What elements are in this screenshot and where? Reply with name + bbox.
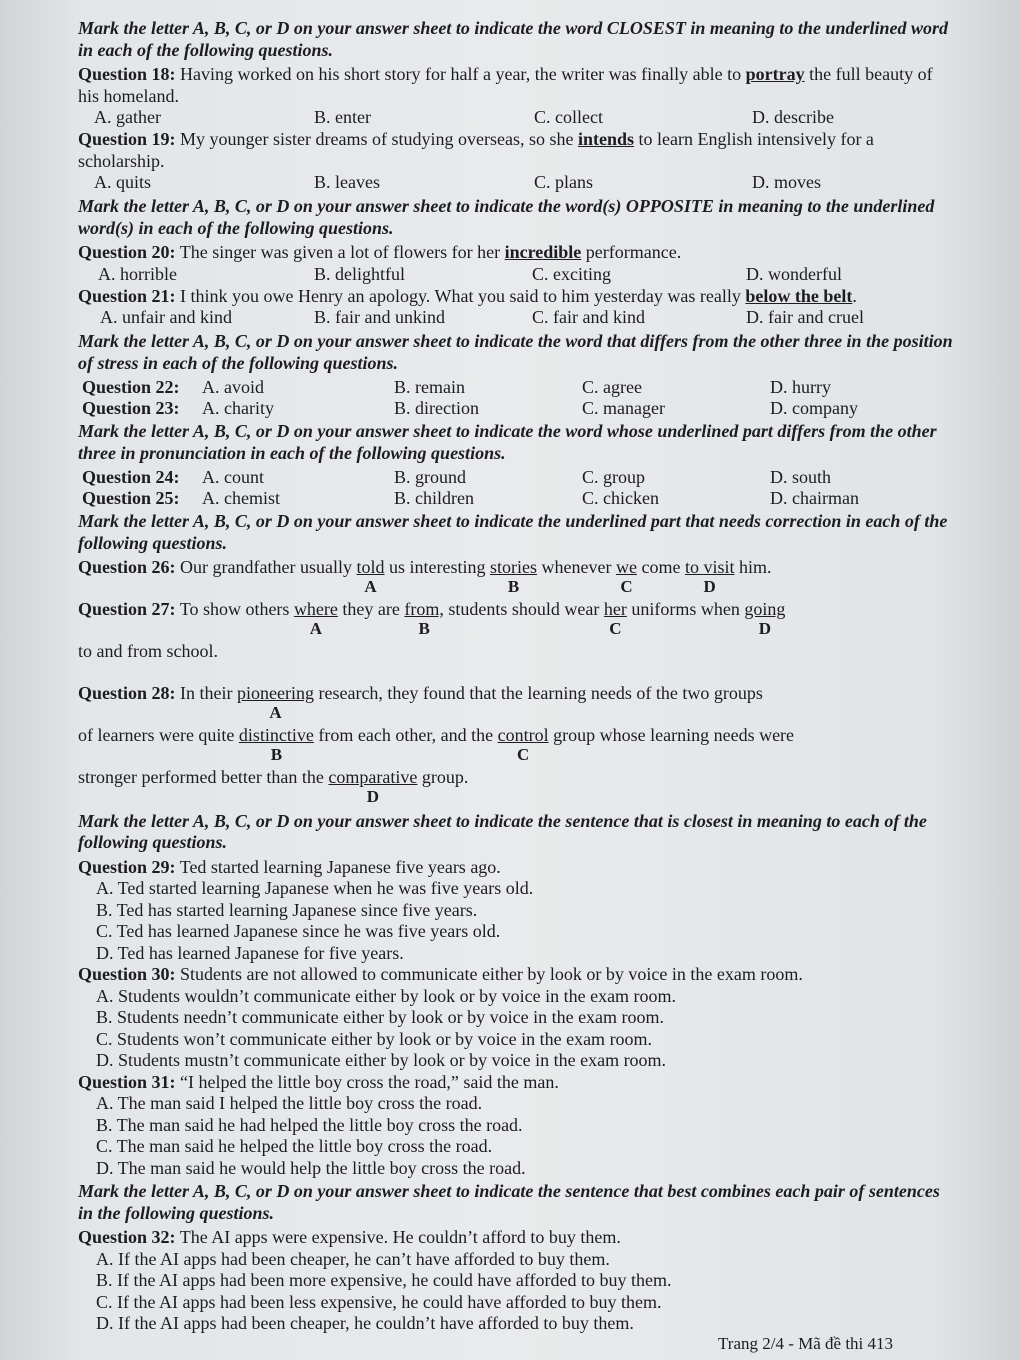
option-b: B. children — [394, 488, 474, 508]
option-d: D. Students mustn’t communicate either by look or by voice in the exam room. — [96, 1050, 667, 1070]
question-28-line-3: stronger performed better than the comparative D group. — [78, 766, 469, 806]
option-d: D. chairman — [770, 488, 859, 508]
option-d: D. describe — [752, 107, 834, 127]
section-instruction-closest-sentence: Mark the letter A, B, C, or D on your answer sheet to indicate the sentence that is closest in meaning to each of the following questions. — [78, 810, 927, 852]
section-instruction-correction: Mark the letter A, B, C, or D on your answer sheet to indicate the underlined part that needs correction in each of the following questions. — [78, 511, 948, 553]
question-19: Question 19: My younger sister dreams of studying overseas, so she intends to learn English intensively for a scholarship. — [78, 129, 874, 171]
option-d: D. The man said he would help the little boy cross the road. — [96, 1157, 526, 1178]
options-20 — [78, 264, 958, 286]
options-19 — [78, 172, 958, 194]
option-a: A. unfair and kind — [100, 307, 232, 327]
question-22: Question 22: A. avoid B. remain C. agree D. hurry — [82, 377, 831, 397]
underlined-part-c: $\frac{we}{C}$ — [615, 557, 637, 596]
underlined-part-b: stories B — [489, 557, 537, 596]
question-25: Question 25: A. chemist B. children C. chicken D. chairman — [82, 488, 859, 508]
underlined-part-d: going D — [744, 599, 786, 638]
option-a: A. If the AI apps had been cheaper, he can’t have afforded to buy them. — [96, 1248, 610, 1269]
question-30: Question 30: Students are not allowed to communicate either by look or by voice in the exam room. — [78, 964, 803, 984]
option-a: A. The man said I helped the little boy cross the road. — [96, 1093, 483, 1113]
option-a: A. quits — [94, 172, 152, 192]
question-20: Question 20: The singer was given a lot of flowers for her incredible performance. — [78, 242, 682, 262]
question-26: Question 26: Our grandfather usually told A us interesting stories B whenever $\frac{we}{C}$ come to visit D him. — [78, 557, 772, 596]
option-b: B. leaves — [314, 172, 380, 192]
underlined-part-a: where A — [293, 599, 338, 638]
question-23: Question 23: A. charity B. direction C. manager D. company — [82, 398, 858, 418]
question-18: Question 18: Having worked on his short story for half a year, the writer was finally able to portray the full beauty of his homeland. — [78, 64, 933, 106]
section-instruction-stress: Mark the letter A, B, C, or D on your answer sheet to indicate the word that differs from the other three in the position of stress in each of the following questions. — [78, 331, 953, 373]
underlined-part-d: to visit D — [684, 557, 735, 596]
option-a: A. gather — [94, 107, 161, 127]
option-c: C. plans — [534, 172, 594, 192]
question-28-line-1: Question 28: In their pioneering A research, they found that the learning needs of the two groups — [78, 682, 763, 722]
option-c: C. exciting — [532, 263, 611, 284]
underlined-part-c: control C — [497, 724, 549, 764]
option-d: D. fair and cruel — [746, 307, 864, 327]
section-instruction-pronunciation: Mark the letter A, B, C, or D on your answer sheet to indicate the word whose underlined part differs from the other three in pronunciation in each of the following questions. — [78, 421, 937, 463]
underlined-phrase: below the belt — [745, 285, 853, 306]
option-c: C. If the AI apps had been less expensive, he could have afforded to buy them. — [96, 1291, 662, 1312]
option-b: B. remain — [394, 377, 465, 397]
question-32: Question 32: The AI apps were expensive. He couldn’t afford to buy them. — [78, 1227, 621, 1247]
option-a: A. chemist — [202, 488, 280, 508]
question-27-continued: to and from school. — [78, 641, 218, 661]
section-instruction-opposite: Mark the letter A, B, C, or D on your answer sheet to indicate the word(s) OPPOSITE in meaning to the underlined word(s) in each of the following questions. — [78, 196, 935, 238]
underlined-word: portray — [745, 64, 805, 84]
underlined-part-b: distinctive B — [238, 724, 314, 764]
underlined-part-a: told A — [356, 557, 385, 596]
underlined-part-c: her C — [603, 599, 627, 638]
underlined-part-b: from, B — [404, 599, 444, 638]
option-c: C. agree — [582, 377, 642, 397]
option-d: D. company — [770, 398, 858, 418]
options-21 — [78, 307, 958, 329]
question-28-line-2: of learners were quite distinctive B from each other, and the control C group whose learning needs were — [78, 724, 795, 764]
question-27: Question 27: To show others where A they are from, B students should wear her C uniforms when going D — [78, 599, 786, 638]
option-c: C. collect — [534, 107, 603, 127]
option-c: C. manager — [582, 398, 665, 418]
section-instruction-combine: Mark the letter A, B, C, or D on your answer sheet to indicate the sentence that best combines each pair of sentences in the following questions. — [78, 1181, 940, 1223]
option-b: B. direction — [394, 398, 479, 418]
options-18 — [78, 107, 958, 129]
underlined-part-a: pioneering A — [237, 682, 314, 722]
question-29: Question 29: Ted started learning Japanese five years ago. — [78, 856, 501, 877]
option-b: B. The man said he had helped the little boy cross the road. — [96, 1114, 523, 1135]
option-d: D. Ted has learned Japanese for five years. — [96, 942, 404, 963]
question-21: Question 21: I think you owe Henry an apology. What you said to him yesterday was really below the belt. — [78, 285, 857, 306]
option-a: A. count — [202, 467, 264, 487]
option-d: D. south — [770, 467, 832, 487]
underlined-word: intends — [577, 129, 634, 149]
option-a: A. Ted started learning Japanese when he was five years old. — [96, 878, 534, 898]
option-c: C. group — [582, 467, 645, 487]
option-a: A. Students wouldn’t communicate either by look or by voice in the exam room. — [96, 985, 677, 1006]
option-c: C. chicken — [582, 488, 659, 508]
page-footer: Trang 2/4 - Mã đề thi 413 — [718, 1334, 894, 1353]
option-b: B. ground — [394, 467, 466, 487]
question-24: Question 24: A. count B. ground C. group D. south — [82, 467, 832, 487]
option-a: A. avoid — [202, 377, 264, 397]
option-b: B. enter — [314, 107, 371, 127]
option-c: C. Students won’t communicate either by look or by voice in the exam room. — [96, 1028, 653, 1049]
option-c: C. fair and kind — [532, 307, 645, 327]
option-b: B. fair and unkind — [314, 307, 445, 327]
option-d: D. wonderful — [746, 263, 842, 284]
question-31: Question 31: “I helped the little boy cross the road,” said the man. — [78, 1071, 559, 1092]
option-b: B. Ted has started learning Japanese since five years. — [96, 899, 478, 920]
option-d: D. hurry — [770, 377, 831, 397]
option-b: B. delightful — [314, 263, 405, 284]
underlined-word: incredible — [504, 242, 582, 262]
option-c: C. Ted has learned Japanese since he was five years old. — [96, 921, 501, 941]
underlined-part-d: comparative D — [328, 766, 418, 806]
exam-content — [78, 18, 958, 1335]
section-instruction-closest: Mark the letter A, B, C, or D on your answer sheet to indicate the word CLOSEST in meaning to the underlined word in each of the following questions. — [78, 18, 948, 60]
option-d: D. If the AI apps had been cheaper, he couldn’t have afforded to buy them. — [96, 1313, 634, 1333]
option-a: A. charity — [202, 398, 274, 418]
option-d: D. moves — [752, 172, 821, 192]
option-b: B. Students needn’t communicate either by look or by voice in the exam room. — [96, 1007, 665, 1027]
option-b: B. If the AI apps had been more expensive, he could have afforded to buy them. — [96, 1270, 672, 1290]
option-c: C. The man said he helped the little boy cross the road. — [96, 1136, 493, 1156]
option-a: A. horrible — [98, 263, 177, 284]
